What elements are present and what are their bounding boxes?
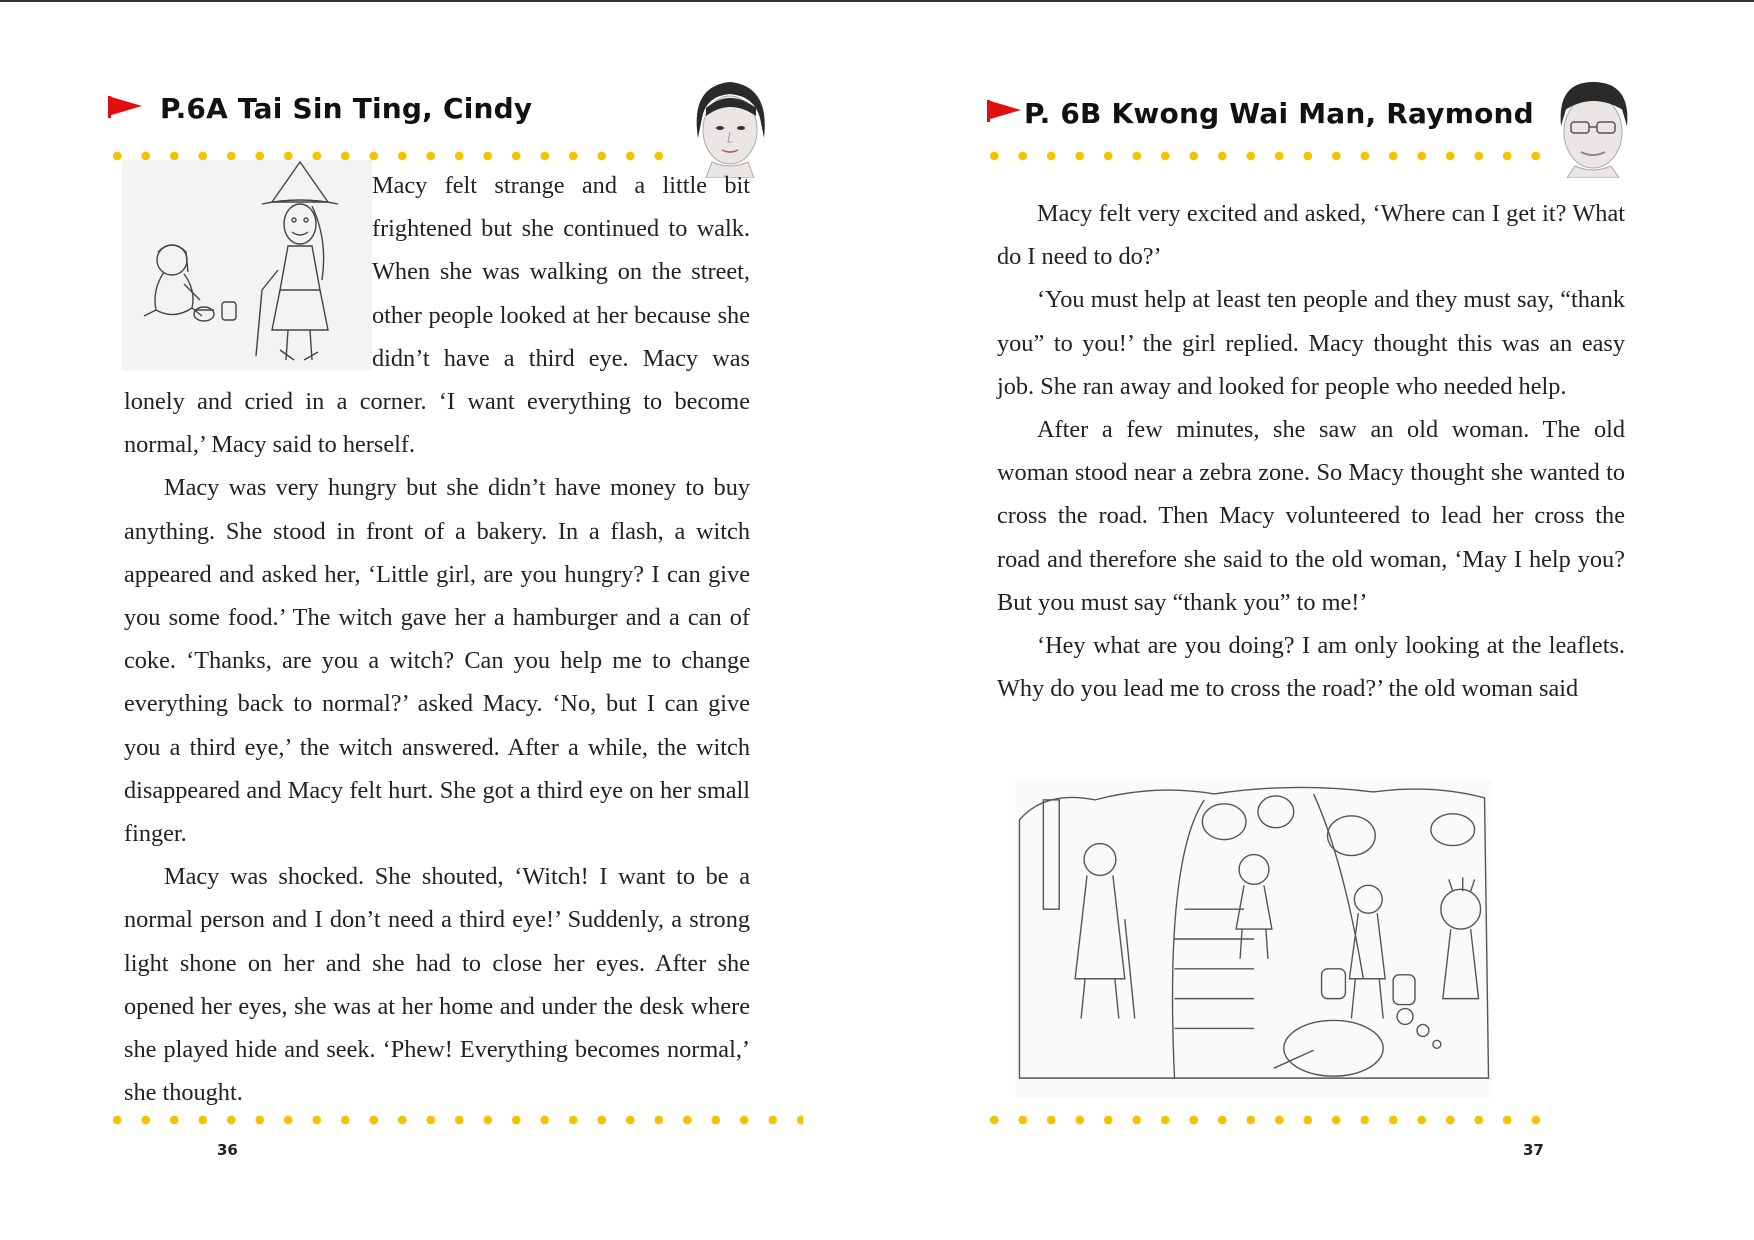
paragraph: Macy was shocked. She shouted, ‘Witch! I want to be a normal person and I don’t need a third eye!’ Suddenly, a strong light shone on her and she had to close her eyes. After she opened her eyes, she was at her home and under the desk where she played hide and seek. ‘Phew! Everything becomes normal,’ she thought. xyxy=(124,863,750,1107)
story-text xyxy=(997,192,1625,710)
author-heading: P.6A Tai Sin Ting, Cindy xyxy=(160,92,533,125)
paragraph: ‘Hey what are you doing? I am only looking at the leaflets. Why do you lead me to cross the road?’ the old woman said xyxy=(997,632,1625,703)
paragraph: ‘You must help at least ten people and they must say, “thank you” to you!’ the girl replied. Macy thought this was an easy job. She ran away and looked for people who needed help. xyxy=(997,286,1625,400)
paragraph: Macy felt very excited and asked, ‘Where can I get it? What do I need to do?’ xyxy=(997,200,1625,271)
dotted-divider-top xyxy=(980,150,1558,162)
dotted-divider-bottom xyxy=(103,1114,803,1126)
girl-and-witch-sketch xyxy=(122,160,372,370)
red-flag-icon xyxy=(108,96,142,116)
red-flag-icon xyxy=(987,100,1021,120)
author-heading: P. 6B Kwong Wai Man, Raymond xyxy=(1024,97,1534,130)
paragraph: Macy felt strange and a little bit frightened but she continued to walk. When she was walking on the street, other people looked at her because she didn’t have a third eye. Macy was lonely and cried in a corner. ‘I want everything to become normal,’ Macy said to herself. xyxy=(124,172,750,459)
page-number: 36 xyxy=(217,1141,238,1159)
page-right xyxy=(877,0,1754,1240)
page-number: 37 xyxy=(1523,1141,1544,1159)
dotted-divider-bottom xyxy=(980,1114,1560,1126)
paragraph: After a few minutes, she saw an old woman. The old woman stood near a zebra zone. So Macy thought she wanted to cross the road. Then Macy volunteered to lead her cross the road and therefore she said to the old woman, ‘May I help you? But you must say “thank you” to me!’ xyxy=(997,416,1625,616)
story-text xyxy=(124,164,750,1114)
author-photo xyxy=(1547,78,1639,178)
paragraph: Macy was very hungry but she didn’t have money to buy anything. She stood in front of a bakery. In a flash, a witch appeared and asked her, ‘Little girl, are you hungry? I can give you some food.’ The witch gave her a hamburger and a can of coke. ‘Thanks, are you a witch? Can you help me to change everything back to normal?’ asked Macy. ‘No, but I can give you a third eye,’ the witch answered. After a while, the witch disappeared and Macy felt hurt. She got a third eye on her small finger. xyxy=(124,474,750,848)
author-photo xyxy=(684,78,776,178)
helping-story-sketch xyxy=(1009,780,1499,1098)
